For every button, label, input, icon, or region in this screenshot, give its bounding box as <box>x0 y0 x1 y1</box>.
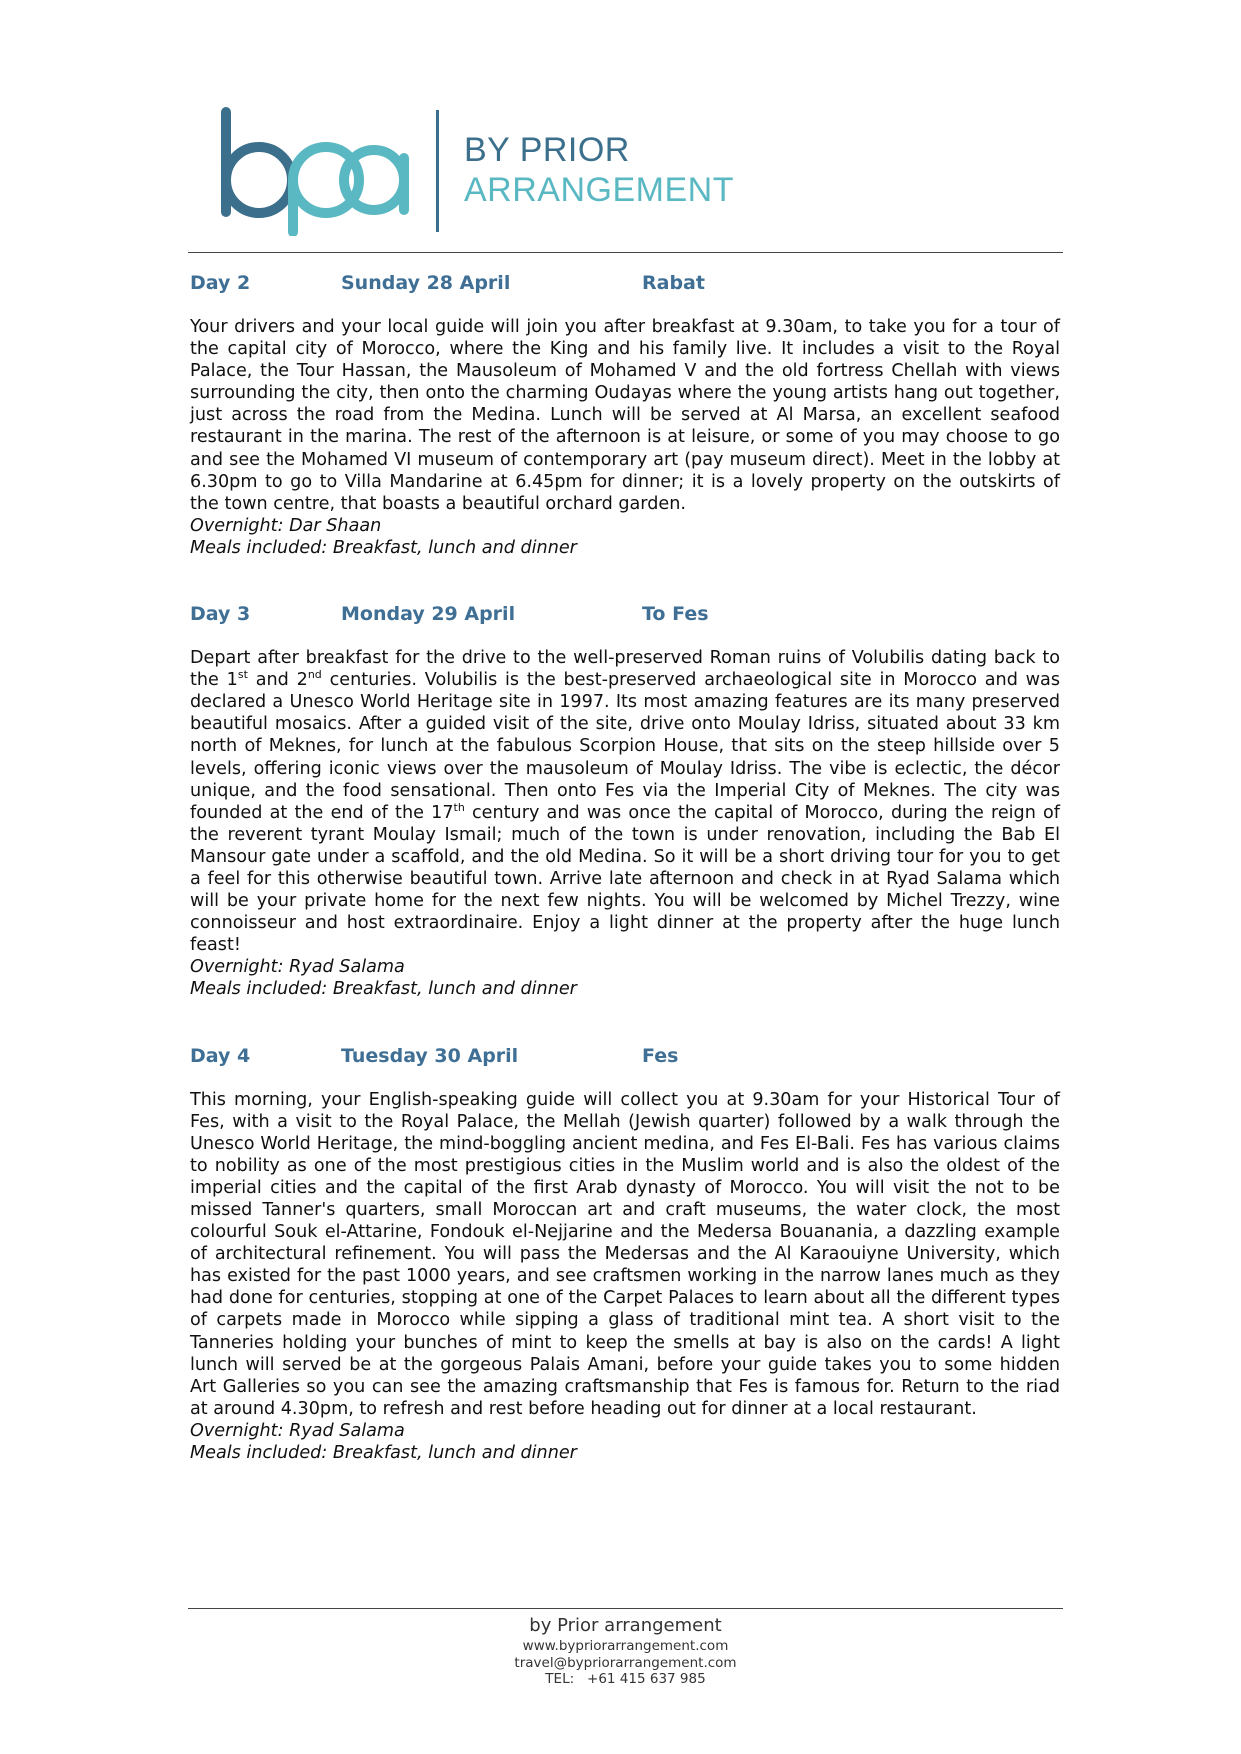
day-text <box>190 647 1060 956</box>
day-description <box>190 316 1060 559</box>
day-number: Day 3 <box>190 603 251 626</box>
day-text: This morning, your English-speaking guide will collect you at 9.30am for your Historical Tour of Fes, with a visit to the Royal Palace, the Mellah (Jewish quarter) followed by a walk through the Unesco World Heritage, the mind-boggling ancient medina, and Fes El-Bali. Fes has various claims to nobility as one of the most prestigious cities in the Muslim world and is also the oldest of the imperial cities and the capital of the first Arab dynasty of Morocco. You will visit the not to be missed Tanner's quarters, small Moroccan art and craft museums, the water clock, the most colourful Souk el-Attarine, Fondouk el-Nejjarine and the Medersa Bouanania, a dazzling example of architectural refinement. You will pass the Medersas and the Al Karaouiyne University, which has existed for the past 1000 years, and see craftsmen working in the narrow lanes much as they had done for centuries, stopping at one of the Carpet Palaces to learn about all the different types of carpets made in Morocco while sipping a glass of traditional mint tea. A short visit to the Tanneries holding your bunches of mint to keep the smells at bay is also on the cards! A light lunch will served be at the gorgeous Palais Amani, before your guide takes you to some hidden Art Galleries so you can see the amazing craftsmanship that Fes is famous for. Return to the riad at around 4.30pm, to refresh and rest before heading out for dinner at a local restaurant. <box>190 1089 1060 1419</box>
text-segment: Depart after breakfast for the drive to the well-preserved Roman ruins of Volubilis dating back to the 1 <box>190 648 1060 691</box>
ordinal-suffix: nd <box>307 668 322 682</box>
day-place: Fes <box>642 1044 679 1067</box>
itinerary-content <box>190 272 1060 1508</box>
footer-divider <box>188 1608 1063 1609</box>
meals-info: Meals included: Breakfast, lunch and dinner <box>190 537 577 558</box>
company-logo <box>214 106 754 236</box>
day-place: Rabat <box>642 272 705 294</box>
logo-line-2: ARRANGEMENT <box>464 171 734 209</box>
text-segment: and 2 <box>247 670 308 691</box>
bpa-logo-mark <box>214 106 414 236</box>
text-segment: century and was once the capital of Morocco, during the reign of the reverent tyrant Moulay Ismail; much of the town is under renovation, including the Bab El Mansour gate under a scaffold, and the old Medina. So it will be a short driving tour for you to get a feel for this otherwise beautiful town. Arrive late afternoon and check in at Ryad Salama which will be your private home for the next few nights. You will be welcomed by Michel Trezzy, wine connoisseur and host extraordinaire. Enjoy a light dinner at the property after the huge lunch feast! <box>190 802 1060 956</box>
day-date: Sunday 28 April <box>341 272 511 294</box>
footer-email-link[interactable]: travel@bypriorarrangement.com <box>514 1654 737 1671</box>
ordinal-suffix: th <box>453 800 465 814</box>
ordinal-suffix: st <box>237 668 248 682</box>
day-number: Day 2 <box>190 272 251 294</box>
page-footer <box>188 1614 1063 1688</box>
day-section <box>190 1045 1060 1465</box>
overnight-info: Overnight: Ryad Salama <box>190 1420 405 1441</box>
day-description <box>190 1089 1060 1465</box>
day-section <box>190 603 1060 1001</box>
text-segment: centuries. Volubilis is the best-preserved archaeological site in Morocco and was declared a Unesco World Heritage site in 1997. Its most amazing features are its many preserved beautiful mosaics. After a guided visit of the site, drive onto Moulay Idriss, situated about 33 km north of Meknes, for lunch at the fabulous Scorpion House, that sits on the steep hillside over 5 levels, offering iconic views over the mausoleum of Moulay Idriss. The vibe is eclectic, the décor unique, and the food sensational. Then onto Fes via the Imperial City of Meknes. The city was founded at the end of the 17 <box>190 670 1060 823</box>
header-divider <box>188 252 1063 253</box>
day-description <box>190 647 1060 1001</box>
day-date: Monday 29 April <box>341 603 516 626</box>
logo-line-1: BY PRIOR <box>464 131 630 169</box>
logo-wordmark <box>464 130 734 210</box>
day-section <box>190 272 1060 559</box>
overnight-info: Overnight: Dar Shaan <box>190 515 382 536</box>
day-heading <box>190 1045 1060 1067</box>
footer-website-link[interactable]: www.bypriorarrangement.com <box>522 1638 729 1654</box>
day-heading <box>190 272 1060 294</box>
overnight-info: Overnight: Ryad Salama <box>190 957 405 978</box>
footer-company-name: by Prior arrangement <box>529 1615 722 1636</box>
day-date: Tuesday 30 April <box>341 1044 519 1067</box>
day-place: To Fes <box>642 603 709 626</box>
logo-divider <box>436 110 439 232</box>
day-number: Day 4 <box>190 1044 251 1067</box>
day-heading <box>190 603 1060 625</box>
day-text: Your drivers and your local guide will join you after breakfast at 9.30am, to take you for a tour of the capital city of Morocco, where the King and his family live. It includes a visit to the Royal Palace, the Tour Hassan, the Mausoleum of Mohamed V and the old fortress Chellah with views surrounding the city, then onto the charming Oudayas where the young artists hang out together, just across the road from the Medina. Lunch will be served at Al Marsa, an excellent seafood restaurant in the marina. The rest of the afternoon is at leisure, or some of you may choose to go and see the Mohamed VI museum of contemporary art (pay museum direct). Meet in the lobby at 6.30pm to go to Villa Mandarine at 6.45pm for dinner; it is a lovely property on the outskirts of the town centre, that boasts a beautiful orchard garden. <box>190 317 1060 514</box>
meals-info: Meals included: Breakfast, lunch and dinner <box>190 1443 577 1464</box>
meals-info: Meals included: Breakfast, lunch and dinner <box>190 979 577 1000</box>
footer-phone: TEL: +61 415 637 985 <box>545 1671 706 1687</box>
